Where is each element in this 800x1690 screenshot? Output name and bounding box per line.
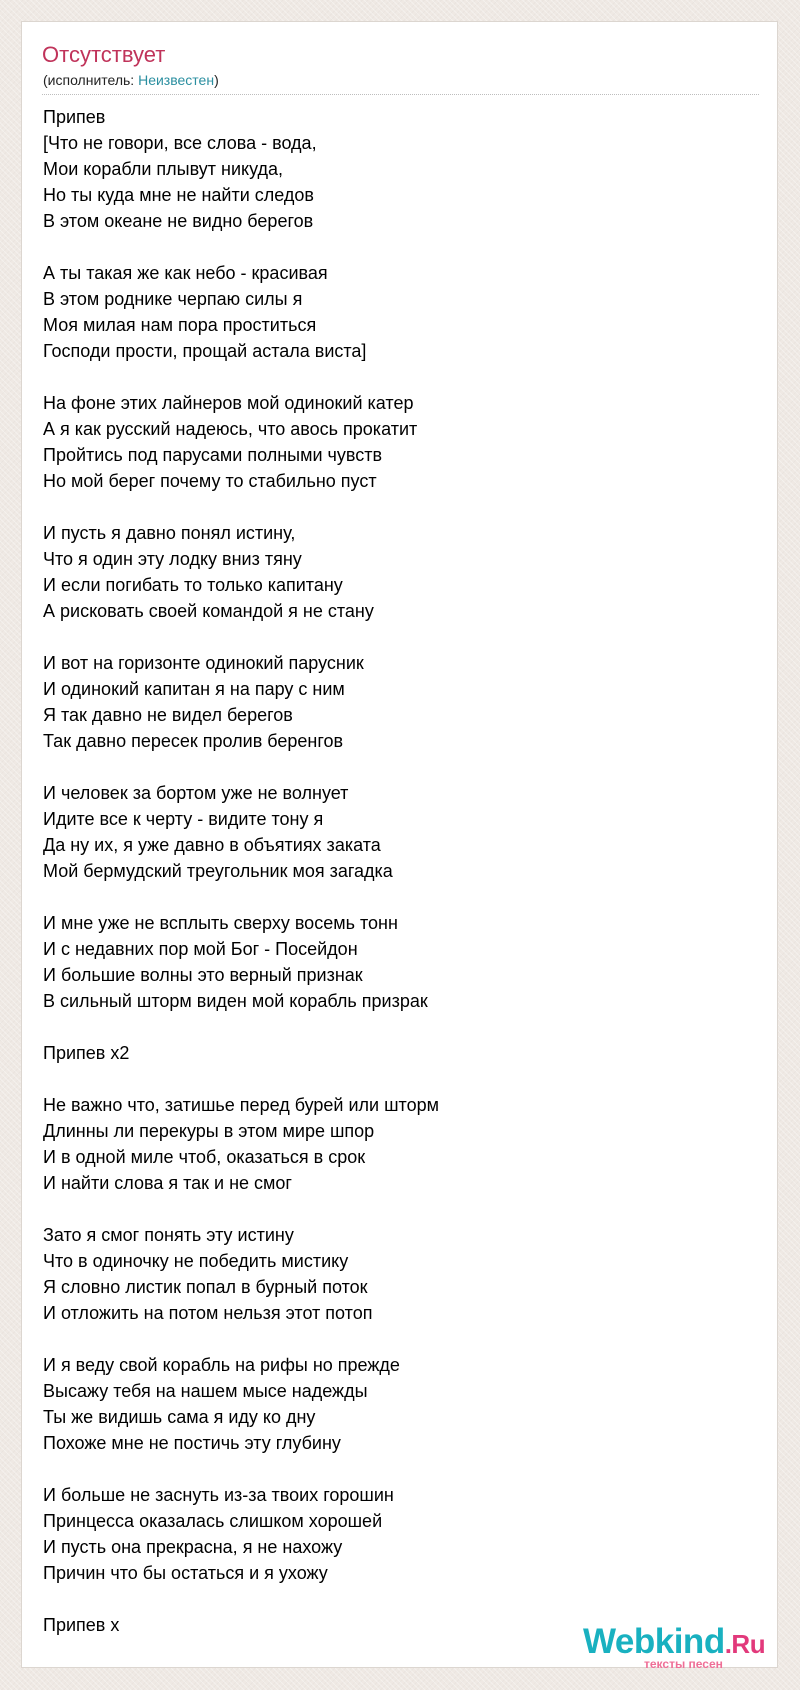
lyric-line: И пусть я давно понял истину, — [43, 523, 296, 543]
lyric-line: И больше не заснуть из-за твоих горошин — [43, 1485, 394, 1505]
lyric-line: И с недавних пор мой Бог - Посейдон — [43, 939, 358, 959]
logo-brand: Webkind — [583, 1622, 725, 1661]
lyrics-stanza — [43, 910, 743, 1014]
lyrics-stanza — [43, 104, 743, 234]
webkind-logo — [583, 1622, 773, 1671]
lyric-line: И отложить на потом нельзя этот потоп — [43, 1303, 373, 1323]
lyric-line: [Что не говори, все слова - вода, — [43, 133, 317, 153]
lyric-line: И я веду свой корабль на рифы но прежде — [43, 1355, 400, 1375]
lyrics-stanza — [43, 1040, 743, 1066]
lyric-line: Я так давно не видел берегов — [43, 705, 293, 725]
lyric-line: И человек за бортом уже не волнует — [43, 783, 349, 803]
artist-link[interactable]: Неизвестен — [138, 72, 215, 88]
logo-wordmark — [583, 1624, 765, 1659]
lyric-line: Припев х2 — [43, 1043, 130, 1063]
lyric-line: Мой бермудский треугольник моя загадка — [43, 861, 393, 881]
lyric-line: Но ты куда мне не найти следов — [43, 185, 314, 205]
lyrics-stanza — [43, 1092, 743, 1196]
lyric-line: И найти слова я так и не смог — [43, 1173, 292, 1193]
lyric-line: И одинокий капитан я на пару с ним — [43, 679, 345, 699]
lyrics-stanza — [43, 1222, 743, 1326]
artist-prefix: (исполнитель: — [43, 72, 139, 88]
lyric-line: И мне уже не всплыть сверху восемь тонн — [43, 913, 398, 933]
lyric-line: В этом океане не видно берегов — [43, 211, 314, 231]
lyric-line: Ты же видишь сама я иду ко дну — [43, 1407, 316, 1427]
lyrics-stanza — [43, 390, 743, 494]
lyric-line: Что я один эту лодку вниз тяну — [43, 549, 302, 569]
lyric-line: Что в одиночку не победить мистику — [43, 1251, 349, 1271]
lyric-line: И пусть она прекрасна, я не нахожу — [43, 1537, 343, 1557]
lyric-line: На фоне этих лайнеров мой одинокий катер — [43, 393, 414, 413]
lyrics-stanza — [43, 780, 743, 884]
lyric-line: Моя милая нам пора проститься — [43, 315, 317, 335]
lyrics-text — [43, 104, 743, 1664]
lyric-line: Но мой берег почему то стабильно пуст — [43, 471, 377, 491]
lyric-line: И вот на горизонте одинокий парусник — [43, 653, 364, 673]
lyric-line: Я словно листик попал в бурный поток — [43, 1277, 368, 1297]
lyric-line: Похоже мне не постичь эту глубину — [43, 1433, 341, 1453]
lyric-line: Припев — [43, 107, 106, 127]
lyric-line: В сильный шторм виден мой корабль призрак — [43, 991, 428, 1011]
lyrics-stanza — [43, 1352, 743, 1456]
lyric-line: И большие волны это верный признак — [43, 965, 363, 985]
lyric-line: Так давно пересек пролив беренгов — [43, 731, 344, 751]
lyrics-stanza — [43, 1482, 743, 1586]
lyric-line: Да ну их, я уже давно в объятиях заката — [43, 835, 381, 855]
lyric-line: Пройтись под парусами полными чувств — [43, 445, 383, 465]
lyric-line: И если погибать то только капитану — [43, 575, 343, 595]
lyric-line: Зато я смог понять эту истину — [43, 1225, 294, 1245]
lyric-line: Припев х — [43, 1615, 120, 1635]
lyric-line: В этом роднике черпаю силы я — [43, 289, 303, 309]
logo-tld: .Ru — [724, 1629, 766, 1659]
lyric-line: А я как русский надеюсь, что авось прокатит — [43, 419, 418, 439]
artist-suffix: ) — [214, 72, 219, 88]
lyric-line: Мои корабли плывут никуда, — [43, 159, 284, 179]
artist-line — [43, 72, 219, 89]
lyric-line: А рисковать своей командой я не стану — [43, 601, 374, 621]
lyric-line: Идите все к черту - видите тону я — [43, 809, 324, 829]
lyric-line: А ты такая же как небо - красивая — [43, 263, 328, 283]
lyric-line: Высажу тебя на нашем мысе надежды — [43, 1381, 368, 1401]
lyrics-stanza — [43, 520, 743, 624]
lyrics-stanza — [43, 260, 743, 364]
lyric-line: И в одной миле чтоб, оказаться в срок — [43, 1147, 366, 1167]
song-title: Отсутствует — [42, 42, 166, 67]
lyrics-stanza — [43, 650, 743, 754]
lyric-line: Господи прости, прощай астала виста] — [43, 341, 367, 361]
lyrics-card — [21, 21, 778, 1671]
lyric-line: Принцесса оказалась слишком хорошей — [43, 1511, 383, 1531]
lyric-line: Длинны ли перекуры в этом мире шпор — [43, 1121, 375, 1141]
lyric-line: Не важно что, затишье перед бурей или шторм — [43, 1095, 439, 1115]
logo-tagline: тексты песен — [644, 1657, 723, 1671]
title-divider — [42, 94, 759, 95]
lyric-line: Причин что бы остаться и я ухожу — [43, 1563, 328, 1583]
